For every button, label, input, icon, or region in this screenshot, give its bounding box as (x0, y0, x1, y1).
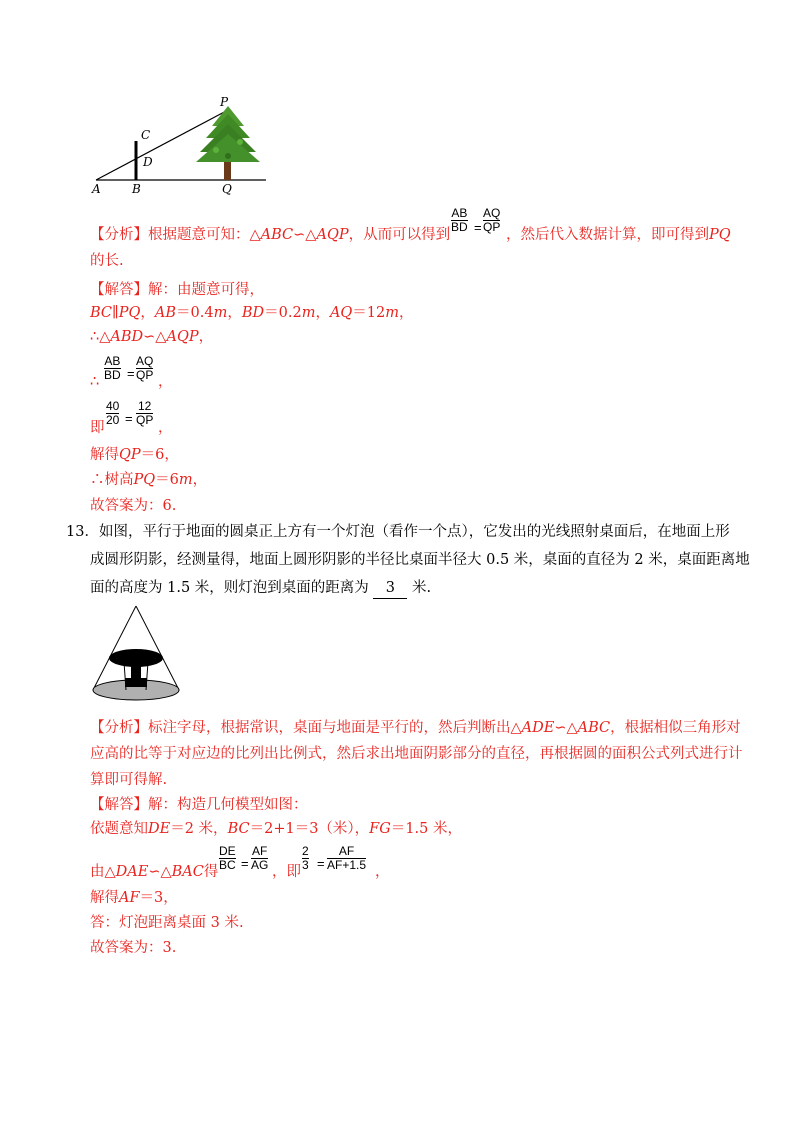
answer-blank: 3 (373, 578, 407, 599)
solution-tag: 【解答】 (90, 797, 148, 813)
comma: ， (158, 374, 173, 390)
equals-sign: = (474, 220, 482, 235)
question-13-line3: 面的高度为 1.5 米，则灯泡到桌面的距离为 3 米. (90, 578, 431, 599)
label-d: D (143, 155, 153, 169)
label-q: Q (222, 182, 232, 196)
comma: ， (375, 864, 390, 880)
fraction-ab-bd: AB BD (451, 206, 468, 234)
label-b: B (132, 182, 141, 196)
table-top (109, 649, 163, 667)
solution2-line4: 答：灯泡距离桌面 3 米. (90, 915, 244, 931)
fraction-ab-bd-2: AB BD (104, 354, 121, 382)
ji-word: ，即 (272, 864, 301, 880)
cone-edge-left (93, 606, 136, 690)
solution1-line6: ∴树高PQ＝6m， (90, 472, 208, 488)
label-p: P (220, 95, 229, 109)
therefore-symbol: ∴ (90, 374, 100, 390)
label-c: C (141, 128, 151, 142)
figure-tree-triangles (88, 92, 278, 197)
solution1-answer: 故答案为：6. (90, 498, 177, 514)
fraction-aq-qp-2: AQ QP (136, 354, 154, 382)
fraction-aq-qp: AQ QP (483, 206, 501, 234)
analysis1-line2: 的长. (90, 253, 124, 269)
label-a: A (92, 182, 101, 196)
analysis2-line1: 【分析】标注字母，根据常识，桌面与地面是平行的，然后判断出△ADE∽△ABC，根据相似三角形对 (90, 720, 741, 736)
question-number: 13． (66, 524, 99, 540)
equals-sign: = (125, 411, 133, 426)
solution1-line5: 解得QP＝6， (90, 447, 179, 463)
solution2-line3: 解得AF＝3， (90, 890, 178, 906)
fraction-2-3: 2 3 (302, 844, 309, 872)
solution1-line2: ∴△ABD∽△AQP， (90, 329, 214, 345)
solution-tag: 【解答】 (90, 282, 148, 298)
solution2-answer: 故答案为：3. (90, 940, 177, 956)
fraction-40-20: 40 20 (106, 399, 120, 427)
analysis2-line3: 算即可得解. (90, 772, 168, 788)
analysis1-line1: 【分析】根据题意可知：△ABC∽△AQP，从而可以得到 (90, 227, 451, 243)
equals-sign: = (317, 856, 325, 871)
comma: ， (158, 420, 173, 436)
equals-sign: = (127, 366, 135, 381)
fraction-af-af15: AF AF+1.5 (327, 844, 367, 872)
analysis-tag: 【分析】 (90, 720, 148, 736)
ji-word: 即 (90, 420, 105, 436)
equals-sign: = (241, 856, 249, 871)
cone-edge-right (136, 606, 179, 690)
tree-icon (196, 106, 260, 180)
fraction-de-bc: DE BC (219, 844, 236, 872)
question-13-line1: 13．如图，平行于地面的圆桌正上方有一个灯泡（看作一个点），它发出的光线照射桌面后，在地面上形 (66, 524, 730, 540)
analysis1-line1-cont: ，然后代入数据计算，即可得到PQ (506, 227, 731, 243)
solution2-line1: 依题意知DE＝2 米，BC＝2+1＝3（米），FG＝1.5 米， (90, 821, 462, 837)
solution2-line2-prefix: 由△DAE∽△BAC得 (90, 864, 219, 880)
analysis-tag: 【分析】 (90, 227, 148, 243)
solution1-intro: 【解答】解：由题意可得， (90, 282, 264, 298)
fraction-af-ag: AF AG (251, 844, 269, 872)
question-13-line2: 成圆形阴影，经测量得，地面上圆形阴影的半径比桌面半径大 0.5 米，桌面的直径为 2 米，桌面距离地 (90, 552, 750, 568)
analysis2-line2: 应高的比等于对应边的比列出比例式，然后求出地面阴影部分的直径，再根据圆的面积公式列式进行计 (90, 746, 743, 762)
solution2-intro: 【解答】解：构造几何模型如图： (90, 797, 308, 813)
solution1-line1: BC∥PQ，AB＝0.4m，BD＝0.2m，AQ＝12m， (90, 305, 414, 321)
figure-lamp-cone (88, 602, 188, 704)
fraction-12-qp: 12 QP (136, 399, 154, 427)
